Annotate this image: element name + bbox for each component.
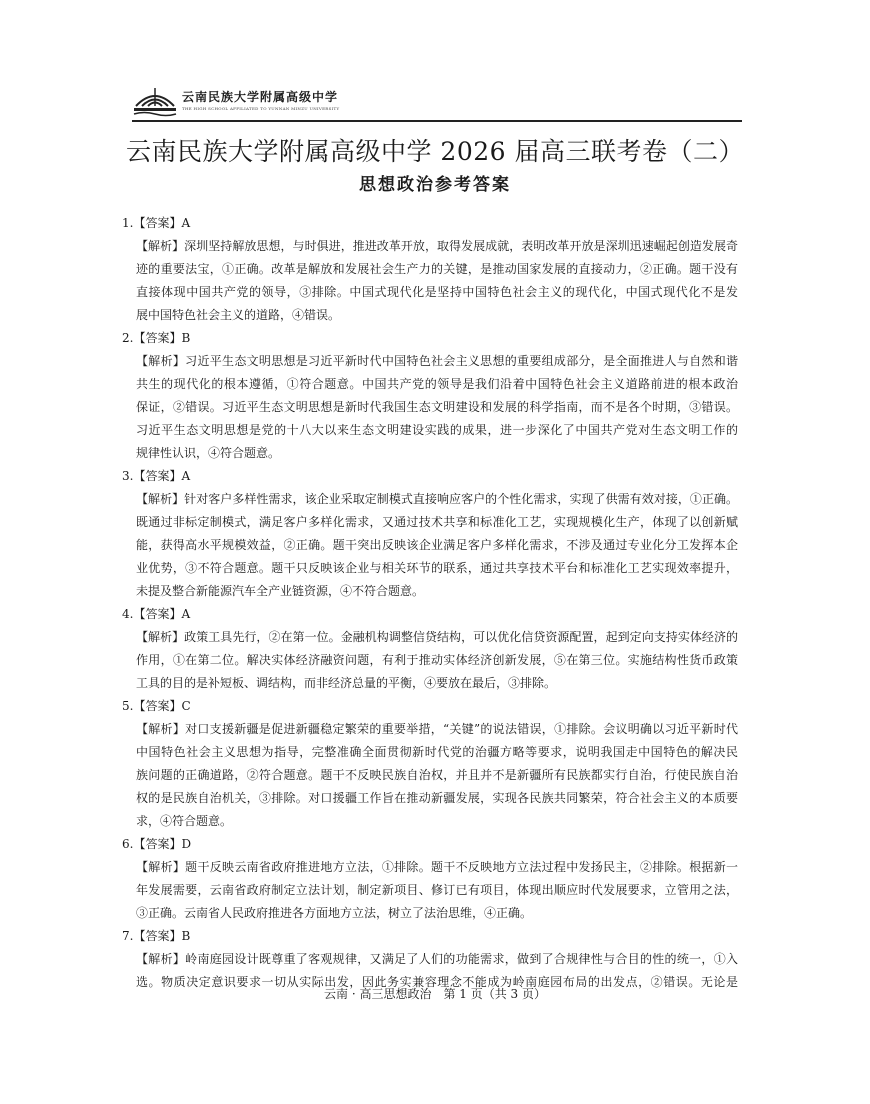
school-name-script: 云南民族大学附属高级中学 <box>182 90 339 104</box>
school-name-english: THE HIGH SCHOOL AFFILIATED TO YUNNAN MINZU UNIVERSITY <box>182 106 340 111</box>
explanation-line: 展中国特色社会主义的道路，④错误。 <box>136 308 341 322</box>
explanation-line: 【解析】深圳坚持解放思想，与时俱进，推进改革开放，取得发展成就，表明改革开放是深圳迅速崛起创造发展奇 <box>136 239 738 253</box>
explanation-line: 【解析】政策工具先行，②在第一位。金融机构调整信贷结构，可以优化信贷资源配置，起到定向支持实体经济的 <box>136 630 738 644</box>
explanation-line: 规律性认识，④符合题意。 <box>136 446 281 460</box>
header-divider <box>132 120 742 122</box>
school-logo-icon <box>132 84 178 118</box>
explanation-line: 迹的重要法宝，①正确。改革是解放和发展社会生产力的关键，是推动国家发展的直接动力，②正确。题干没有 <box>136 262 738 276</box>
explanation-line: 既通过非标定制模式，满足客户多样化需求，又通过技术共享和标准化工艺，实现规模化生产，体现了以创新赋 <box>136 515 738 529</box>
explanation-line: ③正确。云南省人民政府推进各方面地方立法，树立了法治思维，④正确。 <box>136 906 533 920</box>
explanation-line: 工具的目的是补短板、调结构，而非经济总量的平衡，④要放在最后，③排除。 <box>136 676 557 690</box>
explanation-line: 共生的现代化的根本遵循，①符合题意。中国共产党的领导是我们沿着中国特色社会主义道路前进的根本政治 <box>136 377 738 391</box>
answer-label: 3.【答案】A <box>122 469 191 483</box>
answer-label: 1.【答案】A <box>122 216 191 230</box>
explanation-line: 未提及整合新能源汽车全产业链资源，④不符合题意。 <box>136 584 425 598</box>
page-footer: 云南 · 高三思想政治 第 1 页（共 3 页） <box>324 987 546 1001</box>
exam-subtitle: 思想政治参考答案 <box>359 175 511 195</box>
explanation-line: 【解析】岭南庭园设计既尊重了客观规律，又满足了人们的功能需求，做到了合规律性与合目的性的统一，①入 <box>136 952 738 966</box>
answer-item <box>122 327 738 465</box>
explanation-line: 能，获得高水平规模效益，②正确。题干突出反映该企业满足客户多样化需求，不涉及通过专业化分工发挥本企 <box>136 538 738 552</box>
explanation-line: 权的是民族自治机关，③排除。对口援疆工作旨在推动新疆发展，实现各民族共同繁荣，符合社会主义的本质要 <box>136 791 738 805</box>
answer-item <box>122 603 738 695</box>
answer-content <box>122 212 738 994</box>
explanation-line: 作用，①在第二位。解决实体经济融资问题，有利于推动实体经济创新发展，⑤在第三位。实施结构性货币政策 <box>136 653 738 667</box>
explanation-line: 【解析】针对客户多样性需求，该企业采取定制模式直接响应客户的个性化需求，实现了供需有效对接，①正确。 <box>136 492 738 506</box>
answer-item <box>122 925 738 994</box>
answer-label: 5.【答案】C <box>122 699 191 713</box>
answer-label: 4.【答案】A <box>122 607 191 621</box>
explanation-line: 【解析】题干反映云南省政府推进地方立法，①排除。题干不反映地方立法过程中发扬民主，②排除。根据新一 <box>136 860 738 874</box>
answer-item <box>122 695 738 833</box>
answer-label: 7.【答案】B <box>122 929 191 943</box>
explanation-line: 年发展需要，云南省政府制定立法计划，制定新项目、修订已有项目，体现出顺应时代发展要求，立管用之法， <box>136 883 738 897</box>
explanation-line: 中国特色社会主义思想为指导，完整准确全面贯彻新时代党的治疆方略等要求，说明我国走中国特色的解决民 <box>136 745 738 759</box>
explanation-line: 习近平生态文明思想是党的十八大以来生态文明建设实践的成果，进一步深化了中国共产党对生态文明工作的 <box>136 423 738 437</box>
exam-title: 云南民族大学附属高级中学 2026 届高三联考卷（二） <box>125 137 745 166</box>
explanation-line: 【解析】对口支援新疆是促进新疆稳定繁荣的重要举措，“关键”的说法错误，①排除。会议明确以习近平新时代 <box>136 722 738 736</box>
answer-label: 2.【答案】B <box>122 331 191 345</box>
explanation-line: 选。物质决定意识要求一切从实际出发，因此务实兼容理念不能成为岭南庭园布局的出发点，②错误。无论是 <box>136 975 738 989</box>
answer-item <box>122 465 738 603</box>
explanation-line: 直接体现中国共产党的领导，③排除。中国式现代化是坚持中国特色社会主义的现代化，中国式现代化不是发 <box>136 285 738 299</box>
explanation-line: 求，④符合题意。 <box>136 814 233 828</box>
explanation-line: 【解析】习近平生态文明思想是习近平新时代中国特色社会主义思想的重要组成部分，是全面推进人与自然和谐 <box>136 354 738 368</box>
explanation-line: 业优势，③不符合题意。题干只反映该企业与相关环节的联系，通过共享技术平台和标准化工艺实现效率提升， <box>136 561 738 575</box>
school-header <box>132 82 742 122</box>
explanation-line: 保证，②错误。习近平生态文明思想是新时代我国生态文明建设和发展的科学指南，而不是各个时期，③错误。 <box>136 400 738 414</box>
answer-label: 6.【答案】D <box>122 837 192 851</box>
answer-item <box>122 833 738 925</box>
explanation-line: 族问题的正确道路，②符合题意。题干不反映民族自治权，并且并不是新疆所有民族都实行自治，行使民族自治 <box>136 768 738 782</box>
answer-item <box>122 212 738 327</box>
